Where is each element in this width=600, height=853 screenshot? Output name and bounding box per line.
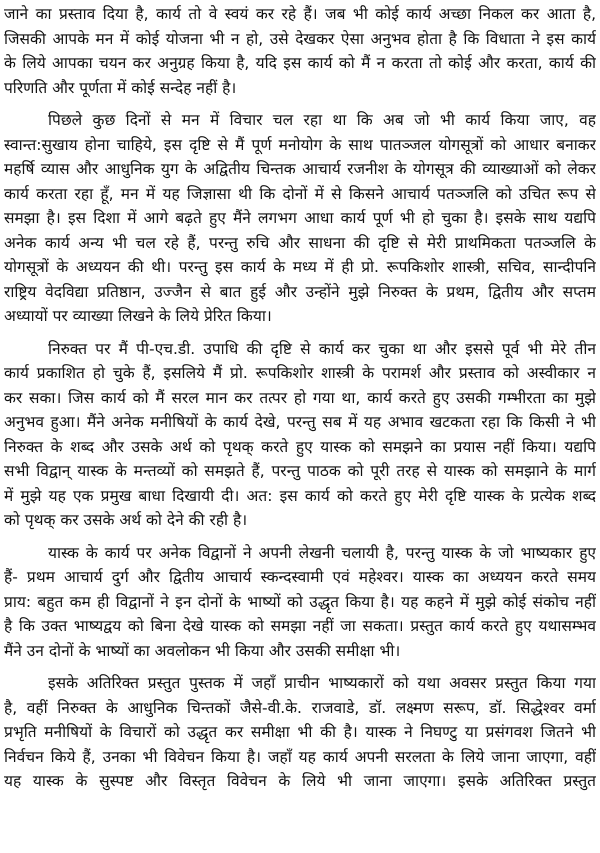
text-line: समझा है। इस दिशा में आगे बढ़ते हुए मैंने लगभग आधा कार्य पूर्ण भी हो चुका है। इसके साथ यद्यपि <box>4 209 596 227</box>
text-line: में मुझे यह एक प्रमुख बाधा दिखायी दी। अत: इस कार्य को करते हुए मेरी दृष्टि यास्क के प्रत्येक शब्द <box>4 486 596 505</box>
text-line: निर्वचन किये हैं, उनका भी विवेचन किया है। जहाँ यह कार्य अपनी सरलता के लिये जाना जाएगा, वहीं <box>4 747 596 766</box>
text-line: इसके अतिरिक्त प्रस्तुत पुस्तक में जहाँ प्राचीन भाष्यकारों को यथा अवसर प्रस्तुत किया गया <box>48 674 596 692</box>
text-line: को पृथक् कर उसके अर्थ को देने की रही है। <box>4 511 248 529</box>
text-line: है कि उक्त भाष्यद्वय को बिना देखे यास्क को समझा नहीं जा सकता। प्रस्तुत कार्य करते हुए यथासम्भव <box>4 617 596 635</box>
text-line: सभी विद्वान् यास्क के मन्तव्यों को समझते हैं, परन्तु पाठक को पूरी तरह से यास्क को समझाने के मार्ग <box>4 462 596 480</box>
text-line: राष्ट्रिय वेदविद्या प्रतिष्ठान, उज्जैन से बात हुई और उन्होंने मुझे निरुक्त के प्रथम, द्वितीय और सप्तम <box>4 282 596 301</box>
text-line: स्वान्त:सुखाय होना चाहिये, इस दृष्टि से मैं पूर्ण मनोयोग के साथ पातञ्जल योगसूत्रों को आधार बनाकर <box>4 135 596 154</box>
text-line: प्राय: बहुत कम ही विद्वानों ने इन दोनों के भाष्यों को उद्धृत किया है। यह कहने में मुझे कोई संकोच नहीं <box>4 592 596 611</box>
text-line: अनेक कार्य अन्य भी चल रहे हैं, परन्तु रुचि और साधना की दृष्टि से मेरी प्राथमिकता पतञ्जलि के <box>4 233 596 252</box>
text-line: कर सका। जिस कार्य को मैं सरल मान कर तत्पर हो गया था, कार्य करते हुए उसकी गम्भीरता का मुझे <box>4 388 596 407</box>
text-line: यह यास्क के सुस्पष्ट और विस्तृत विवेचन के लिये भी जाना जाएगा। इसके अतिरिक्त प्रस्तुत <box>4 772 596 790</box>
text-line: है, वहीं निरुक्त के आधुनिक चिन्तकों जैसे-वी.के. राजवाडे, डॉ. लक्ष्मण सरूप, डॉ. सिद्धेश्वर वर्मा <box>4 698 596 717</box>
text-line: जाने का प्रस्ताव दिया है, कार्य तो वे स्वयं कर रहे हैं। जब भी कोई कार्य अच्छा निकल कर आता है, <box>4 5 596 23</box>
paragraph <box>4 671 596 794</box>
text-line: जिसकी आपके मन में कोई योजना भी न हो, उसे देखकर ऐसा अनुभव होता है कि विधाता ने इस कार्य <box>4 29 596 48</box>
text-line: महर्षि व्यास और आधुनिक युग के अद्वितीय चिन्तक आचार्य रजनीश के योगसूत्र की व्याख्याओं को लेकर <box>4 160 596 178</box>
paragraph <box>4 2 596 100</box>
text-line: पिछले कुछ दिनों से मन में विचार चल रहा था कि अब जो भी कार्य किया जाए, वह <box>48 111 596 129</box>
paragraph <box>4 108 596 329</box>
text-line: यास्क के कार्य पर अनेक विद्वानों ने अपनी लेखनी चलायी है, परन्तु यास्क के जो भाष्यकार हुए <box>48 543 596 562</box>
paragraph <box>4 541 596 664</box>
text-line: अनुभव हुआ। मैंने अनेक मनीषियों के कार्य देखे, परन्तु सब में यह अभाव खटकता रहा कि किसी ने भी <box>4 413 596 431</box>
text-line: के लिये आपका चयन कर अनुग्रह किया है, यदि इस कार्य को मैं न करता तो कोई और करता, कार्य की <box>4 54 596 72</box>
text-line: परिणति और पूर्णता में कोई सन्देह नहीं है। <box>4 78 237 97</box>
text-line: योगसूत्रों के अध्ययन की थी। परन्तु इस कार्य के मध्य में ही प्रो. रूपकिशोर शास्त्री, सचिव, सान्दीपनि <box>4 258 596 276</box>
text-line: निरुक्त पर मैं पी-एच.डी. उपाधि की दृष्टि से कार्य कर चुका था और इससे पूर्व भी मेरे तीन <box>48 339 596 358</box>
text-line: निरुक्त के शब्द और उसके अर्थ को पृथक् करते हुए यास्क को समझने का प्रयास नहीं किया। यद्यपि <box>4 437 596 456</box>
text-line: अध्यायों पर व्याख्या लिखने के लिये प्रेरित किया। <box>4 307 272 325</box>
text-line: कार्य करता रहा हूँ, मन में यह जिज्ञासा थी कि दोनों में से किसने आचार्य पतञ्जलि को उचित रूप से <box>4 184 596 203</box>
text-line: कार्य प्रकाशित हो चुके हैं, इसलिये मैं प्रो. रूपकिशोर शास्त्री के परामर्श और प्रस्ताव को अस्वीकार न <box>4 364 596 382</box>
text-line: हैं- प्रथम आचार्य दुर्ग और द्वितीय आचार्य स्कन्दस्वामी एवं महेश्वर। यास्क का अध्ययन करते समय <box>4 568 596 586</box>
paragraph <box>4 337 596 533</box>
text-line: मैंने उन दोनों के भाष्यों का अवलोकन भी किया और उसकी समीक्षा भी। <box>4 641 401 660</box>
text-line: प्रभृति मनीषियों के विचारों को उद्धृत कर समीक्षा भी की है। यास्क ने निघण्टु या प्रसंगवश जितने भी <box>4 723 596 741</box>
